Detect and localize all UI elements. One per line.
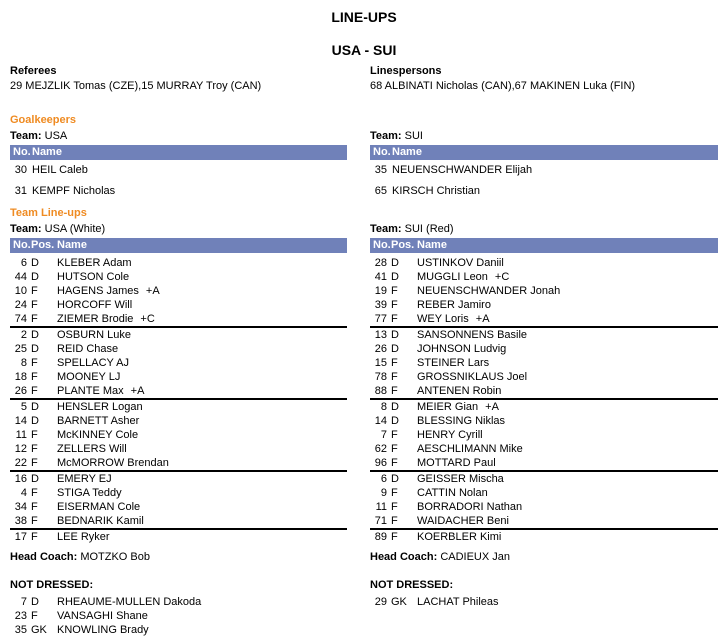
player-name-text: BORRADORI Nathan	[417, 501, 523, 513]
player-row	[370, 256, 718, 270]
player-position: D	[31, 257, 39, 269]
goalkeepers-heading: Goalkeepers	[10, 114, 77, 126]
player-row	[10, 400, 347, 414]
player-name	[57, 530, 347, 544]
player-position: F	[391, 429, 398, 441]
player-row	[370, 500, 718, 514]
col-name-header: Name	[417, 239, 447, 251]
player-name	[57, 514, 347, 528]
player-name	[417, 298, 718, 312]
player-name-text: EMERY EJ	[57, 473, 112, 485]
col-no-header: No.	[13, 146, 31, 158]
player-number: 89	[374, 531, 387, 543]
not-dressed-block	[10, 578, 347, 637]
player-name: VANSAGHI Shane	[57, 610, 148, 622]
lineup-group	[370, 398, 718, 470]
player-name: HEIL Caleb	[32, 164, 88, 176]
head-coach-label: Head Coach:	[10, 551, 78, 563]
player-name-text: GROSSNIKLAUS Joel	[417, 371, 528, 383]
player-number: 26	[374, 343, 387, 355]
player-position: F	[31, 385, 38, 397]
player-number: 35	[374, 164, 387, 176]
player-row	[10, 384, 347, 398]
player-name: RHEAUME-MULLEN Dakoda	[57, 596, 202, 608]
player-name-text: BEDNARIK Kamil	[57, 515, 144, 527]
player-name-text: JOHNSON Ludvig	[417, 343, 507, 355]
player-row	[10, 456, 347, 470]
player-number: 71	[374, 515, 387, 527]
player-name-text: MEIER Gian	[417, 401, 479, 413]
player-number: 74	[14, 313, 27, 325]
lineup-group	[370, 470, 718, 528]
player-row	[370, 384, 718, 398]
player-row	[370, 414, 718, 428]
captain-mark: +C	[140, 313, 155, 325]
player-position: F	[31, 457, 38, 469]
captain-mark: +C	[494, 271, 510, 283]
player-row	[370, 312, 718, 326]
gk-table-header	[10, 145, 347, 160]
player-name-text: LEE Ryker	[57, 531, 110, 543]
player-name-text: HORCOFF Will	[57, 299, 133, 311]
player-number: 35	[14, 624, 27, 636]
captain-mark: +A	[475, 313, 490, 325]
player-name	[417, 328, 718, 342]
player-name	[57, 342, 347, 356]
gk-team-line	[10, 129, 347, 143]
lineup-group	[370, 256, 718, 326]
player-position: D	[391, 401, 399, 413]
player-row	[370, 342, 718, 356]
col-no-header: No.	[373, 146, 391, 158]
team-column	[10, 94, 360, 637]
player-number: 9	[380, 487, 387, 499]
player-position: F	[391, 357, 398, 369]
col-name-header: Name	[32, 146, 62, 158]
player-name-text: WEY Loris	[417, 313, 469, 325]
player-name	[57, 400, 347, 414]
player-name-text: WAIDACHER Beni	[417, 515, 509, 527]
goalkeeper-row	[10, 184, 347, 198]
player-name	[57, 384, 347, 398]
captain-mark: +A	[145, 285, 160, 297]
player-row	[10, 442, 347, 456]
player-name-text: STEINER Lars	[417, 357, 490, 369]
player-name	[417, 500, 718, 514]
captain-mark: +A	[485, 401, 499, 413]
player-row	[10, 500, 347, 514]
player-number: 31	[14, 185, 27, 197]
player-number: 6	[380, 473, 387, 485]
player-name-text: BARNETT Asher	[57, 415, 140, 427]
player-number: 7	[20, 596, 27, 608]
player-row	[370, 370, 718, 384]
player-number: 34	[14, 501, 27, 513]
player-row	[10, 472, 347, 486]
player-name-text: EISERMAN Cole	[57, 501, 141, 513]
player-number: 14	[374, 415, 387, 427]
player-position: D	[391, 271, 399, 283]
head-coach-line	[10, 550, 347, 564]
player-name	[417, 400, 718, 414]
player-name-text: PLANTE Max	[57, 385, 124, 397]
lineup-group	[10, 326, 347, 398]
player-name-text: CATTIN Nolan	[417, 487, 488, 499]
not-dressed-label: NOT DRESSED:	[10, 579, 94, 591]
player-name	[57, 328, 347, 342]
lineup-group	[10, 528, 347, 544]
player-name	[417, 414, 718, 428]
player-name: LACHAT Phileas	[417, 596, 499, 608]
goalkeepers-table	[370, 163, 718, 198]
player-row	[10, 312, 347, 326]
player-name-text: McKINNEY Cole	[57, 429, 139, 441]
player-position: D	[31, 271, 39, 283]
player-name	[57, 356, 347, 370]
not-dressed-label: NOT DRESSED:	[370, 579, 454, 591]
player-position: F	[31, 285, 38, 297]
player-position: F	[31, 429, 38, 441]
player-position: F	[391, 285, 398, 297]
col-name-header: Name	[57, 239, 87, 251]
player-name	[57, 472, 347, 486]
player-name-text: ANTENEN Robin	[417, 385, 502, 397]
player-number: 14	[14, 415, 27, 427]
player-name-text: HENSLER Logan	[57, 401, 143, 413]
player-row	[370, 284, 718, 298]
col-no-header: No.	[373, 239, 391, 251]
linespersons-names: 68 ALBINATI Nicholas (CAN),67 MAKINEN Luka (FIN)	[370, 80, 636, 92]
player-name-text: KOERBLER Kimi	[417, 531, 502, 543]
player-name	[417, 456, 718, 470]
player-row	[10, 530, 347, 544]
player-row	[10, 298, 347, 312]
player-row	[370, 486, 718, 500]
player-name	[57, 486, 347, 500]
goalkeeper-row	[370, 163, 718, 177]
player-name: KEMPF Nicholas	[32, 185, 116, 197]
player-position: D	[31, 415, 39, 427]
matchup-title: USA - SUI	[331, 42, 397, 58]
team-column	[360, 94, 718, 609]
player-name-text: SANSONNENS Basile	[417, 329, 528, 341]
player-number: 77	[374, 313, 387, 325]
player-number: 96	[374, 457, 387, 469]
player-number: 28	[374, 257, 387, 269]
player-number: 41	[374, 271, 387, 283]
player-name-text: AESCHLIMANN Mike	[417, 443, 523, 455]
player-number: 15	[374, 357, 387, 369]
player-row	[370, 298, 718, 312]
team-label: Team:	[10, 130, 42, 142]
player-name-text: HENRY Cyrill	[417, 429, 483, 441]
player-name	[57, 500, 347, 514]
player-number: 39	[374, 299, 387, 311]
lineup-table-header	[10, 238, 347, 253]
not-dressed-row	[10, 609, 347, 623]
player-row	[370, 514, 718, 528]
player-name: KNOWLING Brady	[57, 624, 149, 636]
player-name-text: ZELLERS Will	[57, 443, 127, 455]
player-name-text: HAGENS James	[57, 285, 139, 297]
player-name-text: McMORROW Brendan	[57, 457, 169, 469]
player-row	[370, 472, 718, 486]
player-name: KIRSCH Christian	[392, 185, 481, 197]
player-row	[370, 356, 718, 370]
player-row	[10, 328, 347, 342]
player-name	[417, 370, 718, 384]
player-number: 4	[20, 487, 27, 499]
player-name	[417, 256, 718, 270]
player-position: F	[31, 313, 38, 325]
col-no-header: No.	[13, 239, 31, 251]
col-name-header: Name	[392, 146, 422, 158]
player-number: 13	[374, 329, 387, 341]
player-row	[10, 428, 347, 442]
player-number: 2	[20, 329, 27, 341]
player-position: F	[391, 385, 398, 397]
player-position: F	[391, 443, 398, 455]
team-label: Team:	[370, 223, 402, 235]
player-position: F	[391, 299, 398, 311]
officials-row	[10, 64, 718, 94]
player-position: D	[391, 473, 399, 485]
player-position: D	[31, 343, 39, 355]
player-name-text: OSBURN Luke	[57, 329, 131, 341]
player-row	[370, 530, 718, 544]
player-position: F	[391, 515, 398, 527]
goalkeeper-row	[10, 163, 347, 177]
player-name-text: HUTSON Cole	[57, 271, 130, 283]
player-position: F	[391, 371, 398, 383]
player-position: F	[391, 501, 398, 513]
player-name-text: REBER Jamiro	[417, 299, 491, 311]
player-name	[417, 270, 718, 284]
player-name	[417, 356, 718, 370]
player-name	[417, 442, 718, 456]
player-number: 24	[14, 299, 27, 311]
lineup-group	[370, 326, 718, 398]
player-position: D	[391, 415, 399, 427]
player-row	[10, 356, 347, 370]
player-name	[57, 442, 347, 456]
page-title: LINE-UPS	[331, 9, 397, 25]
referees-block	[10, 64, 360, 94]
col-pos-header: Pos.	[31, 239, 55, 251]
player-position: F	[391, 313, 398, 325]
player-number: 30	[14, 164, 27, 176]
player-name-text: REID Chase	[57, 343, 119, 355]
player-row	[10, 256, 347, 270]
player-name-text: MOTTARD Paul	[417, 457, 496, 469]
player-name	[57, 312, 347, 326]
player-position: D	[31, 401, 39, 413]
team-label: Team:	[370, 130, 402, 142]
player-name	[417, 284, 718, 298]
player-name	[57, 270, 347, 284]
player-name	[417, 486, 718, 500]
lineup-group	[10, 470, 347, 528]
head-coach-name: MOTZKO Bob	[80, 551, 150, 563]
col-pos-header: Pos.	[391, 239, 415, 251]
player-position: D	[391, 329, 399, 341]
player-name	[57, 256, 347, 270]
player-position: GK	[31, 624, 47, 636]
gk-team-name: SUI	[404, 130, 423, 142]
player-position: D	[31, 329, 39, 341]
lineup-team-name: SUI (Red)	[404, 223, 454, 235]
gk-team-name: USA	[44, 130, 68, 142]
player-number: 44	[14, 271, 27, 283]
head-coach-line	[370, 550, 718, 564]
goalkeeper-row	[370, 184, 718, 198]
player-number: 38	[14, 515, 27, 527]
player-name-text: NEUENSCHWANDER Jonah	[417, 285, 561, 297]
player-name	[417, 530, 718, 544]
player-number: 12	[14, 443, 27, 455]
player-number: 78	[374, 371, 387, 383]
player-position: F	[31, 531, 38, 543]
not-dressed-row	[370, 595, 718, 609]
player-position: GK	[391, 596, 407, 608]
lineup-table	[370, 256, 718, 544]
gk-team-line	[370, 129, 718, 143]
player-name	[417, 514, 718, 528]
player-name-text: MUGGLI Leon	[417, 271, 488, 283]
player-name-text: STIGA Teddy	[57, 487, 122, 499]
player-name	[57, 284, 347, 298]
gk-table-header	[370, 145, 718, 160]
player-row	[370, 428, 718, 442]
player-position: F	[31, 515, 38, 527]
player-name-text: MOONEY LJ	[57, 371, 121, 383]
player-number: 88	[374, 385, 387, 397]
player-position: F	[31, 299, 38, 311]
player-position: F	[31, 487, 38, 499]
player-number: 11	[15, 429, 27, 441]
player-position: D	[31, 473, 39, 485]
player-name	[57, 428, 347, 442]
head-coach-label: Head Coach:	[370, 551, 438, 563]
player-position: F	[391, 487, 398, 499]
player-number: 26	[14, 385, 27, 397]
player-name	[57, 414, 347, 428]
player-row	[370, 270, 718, 284]
lineup-table-header	[370, 238, 718, 253]
player-number: 8	[380, 401, 387, 413]
player-name-text: ZIEMER Brodie	[57, 313, 134, 325]
lineup-team-name: USA (White)	[44, 223, 106, 235]
team-columns	[10, 94, 718, 637]
player-row	[10, 342, 347, 356]
player-position: D	[391, 257, 399, 269]
player-row	[370, 456, 718, 470]
player-name	[417, 342, 718, 356]
player-number: 16	[14, 473, 27, 485]
player-name: NEUENSCHWANDER Elijah	[392, 164, 533, 176]
lineup-group	[10, 256, 347, 326]
player-name	[57, 456, 347, 470]
player-position: F	[31, 371, 38, 383]
player-row	[10, 370, 347, 384]
player-number: 25	[14, 343, 27, 355]
player-row	[370, 400, 718, 414]
player-row	[10, 270, 347, 284]
player-name	[417, 472, 718, 486]
player-name-text: KLEBER Adam	[57, 257, 132, 269]
player-number: 22	[14, 457, 27, 469]
player-name	[417, 312, 718, 326]
goalkeepers-table	[10, 163, 347, 198]
player-row	[370, 328, 718, 342]
player-number: 8	[20, 357, 27, 369]
player-name	[57, 298, 347, 312]
player-row	[10, 514, 347, 528]
player-number: 62	[374, 443, 387, 455]
player-number: 29	[374, 596, 387, 608]
lineup-group	[10, 398, 347, 470]
captain-mark: +A	[130, 385, 145, 397]
player-name	[57, 370, 347, 384]
player-number: 17	[14, 531, 27, 543]
player-number: 6	[20, 257, 27, 269]
lineups-heading: Team Line-ups	[10, 207, 87, 219]
lineup-team-line	[370, 222, 718, 236]
head-coach-name: CADIEUX Jan	[440, 551, 511, 563]
team-label: Team:	[10, 223, 42, 235]
player-position: F	[391, 457, 398, 469]
player-row	[10, 414, 347, 428]
lineup-team-line	[10, 222, 347, 236]
player-position: D	[31, 596, 39, 608]
not-dressed-block	[370, 578, 718, 609]
player-number: 65	[374, 185, 387, 197]
linespersons-label: Linespersons	[370, 65, 442, 77]
not-dressed-row	[10, 595, 347, 609]
player-number: 19	[374, 285, 387, 297]
not-dressed-row	[10, 623, 347, 637]
lineup-table	[10, 256, 347, 544]
player-row	[370, 442, 718, 456]
player-row	[10, 284, 347, 298]
player-position: F	[31, 357, 38, 369]
player-name	[417, 428, 718, 442]
player-name-text: USTINKOV Daniil	[417, 257, 504, 269]
referees-names: 29 MEJZLIK Tomas (CZE),15 MURRAY Troy (CAN)	[10, 80, 262, 92]
player-name-text: BLESSING Niklas	[417, 415, 506, 427]
player-name-text: SPELLACY AJ	[57, 357, 129, 369]
lineup-group	[370, 528, 718, 544]
player-name	[417, 384, 718, 398]
player-number: 11	[375, 501, 387, 513]
player-number: 7	[380, 429, 387, 441]
player-number: 18	[14, 371, 27, 383]
player-position: F	[31, 610, 38, 622]
player-position: F	[391, 531, 398, 543]
player-row	[10, 486, 347, 500]
player-number: 10	[14, 285, 27, 297]
player-name-text: GEISSER Mischa	[417, 473, 504, 485]
player-number: 23	[14, 610, 27, 622]
player-position: F	[31, 501, 38, 513]
linespersons-block	[360, 64, 718, 94]
player-position: D	[391, 343, 399, 355]
player-number: 5	[20, 401, 27, 413]
player-position: F	[31, 443, 38, 455]
referees-label: Referees	[10, 65, 57, 77]
